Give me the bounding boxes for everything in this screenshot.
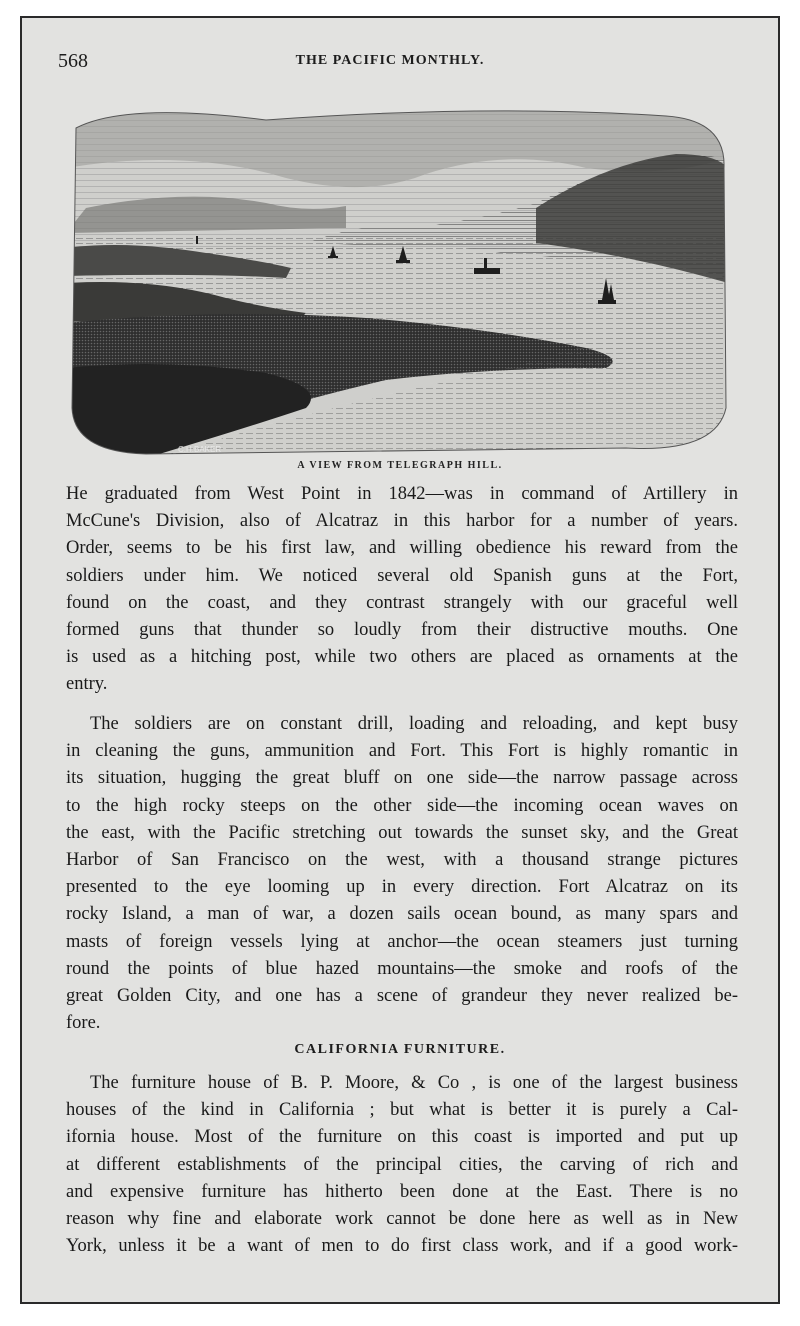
- text-line: and expensive furniture has hitherto been done at the East. There is no: [66, 1181, 738, 1202]
- page-number: 568: [58, 50, 88, 72]
- text-line: masts of foreign vessels lying at anchor—the ocean steamers just turning: [66, 931, 738, 952]
- text-line: ifornia house. Most of the furniture on this coast is imported and put up: [66, 1127, 738, 1148]
- text-line: McCune's Division, also of Alcatraz in this harbor for a number of years.: [66, 511, 738, 532]
- text-line: fore.: [66, 1013, 101, 1034]
- section-heading: CALIFORNIA FURNITURE.: [294, 1042, 506, 1057]
- text-line: found on the coast, and they contrast strangely with our graceful well: [66, 592, 738, 613]
- text-line: the east, with the Pacific stretching out towards the sunset sky, and the Great: [66, 822, 738, 843]
- text-line: presented to the eye looming up in every direction. Fort Alcatraz on its: [66, 877, 738, 898]
- engraver-signature: C.H.BAKER: [178, 445, 222, 454]
- text-line: The soldiers are on constant drill, loading and reloading, and kept busy: [90, 714, 738, 734]
- text-line: great Golden City, and one has a scene of grandeur they never realized be-: [66, 986, 738, 1007]
- text-line: Order, seems to be his first law, and willing obedience his reward from the: [66, 538, 738, 559]
- text-line: at different establishments of the principal cities, the carving of rich and: [66, 1154, 738, 1175]
- running-head: THE PACIFIC MONTHLY.: [295, 53, 485, 68]
- text-line: in cleaning the guns, ammunition and Fort. This Fort is highly romantic in: [66, 741, 738, 762]
- telegraph-hill-engraving: [66, 108, 728, 458]
- section-paragraph-1: [66, 1070, 738, 1260]
- text-line: He graduated from West Point in 1842—was in command of Artillery in: [66, 484, 738, 504]
- text-line: Harbor of San Francisco on the west, with a thousand strange pictures: [66, 850, 738, 871]
- text-line: houses of the kind in California ; but what is better it is purely a Cal-: [66, 1100, 738, 1121]
- text-line: rocky Island, a man of war, a dozen sails ocean bound, as many spars and: [66, 904, 738, 925]
- text-line: reason why fine and elaborate work cannot be done here as well as in New: [66, 1209, 738, 1230]
- page-header: [20, 50, 760, 80]
- text-line: round the points of blue hazed mountains—the smoke and roofs of the: [66, 958, 738, 979]
- text-line: York, unless it be a want of men to do first class work, and if a good work-: [66, 1236, 738, 1257]
- text-line: formed guns that thunder so loudly from their distructive mouths. One: [66, 620, 738, 641]
- text-line: The furniture house of B. P. Moore, & Co , is one of the largest business: [90, 1073, 738, 1093]
- text-line: is used as a hitching post, while two others are placed as ornaments at the: [66, 647, 738, 668]
- text-line: to the high rocky steeps on the other side—the incoming ocean waves on: [66, 795, 738, 816]
- article-paragraph-1: [66, 481, 738, 699]
- text-line: soldiers under him. We noticed several old Spanish guns at the Fort,: [66, 565, 738, 586]
- illustration-caption: A VIEW FROM TELEGRAPH HILL.: [297, 460, 503, 471]
- article-paragraph-2: [66, 711, 738, 1037]
- text-line: its situation, hugging the great bluff on one side—the narrow passage across: [66, 768, 738, 789]
- text-line: entry.: [66, 674, 108, 695]
